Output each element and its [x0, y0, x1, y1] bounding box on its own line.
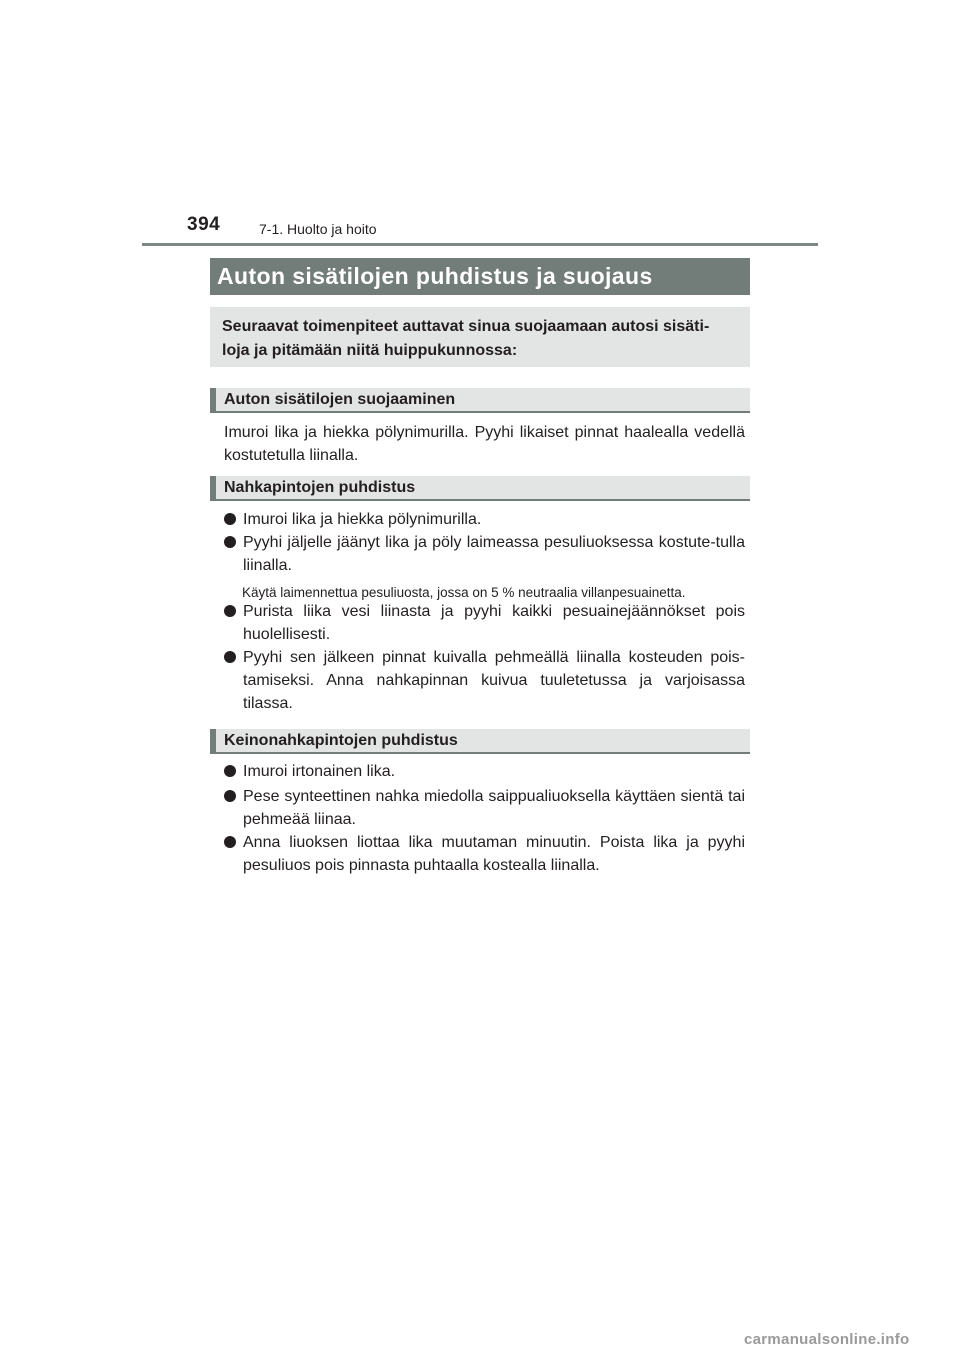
subheading-leather-cleaning: Nahkapintojen puhdistus [210, 476, 750, 501]
watermark: carmanualsonline.info [744, 1331, 910, 1348]
subheading-synthetic-leather-cleaning: Keinonahkapintojen puhdistus [210, 729, 750, 754]
header-rule [142, 243, 818, 246]
bullet-icon [224, 513, 236, 525]
bullet-icon [224, 651, 236, 663]
page-title: Auton sisätilojen puhdistus ja suojaus [210, 258, 750, 295]
list-item [224, 831, 745, 877]
list-item-text: Pese synteettinen nahka miedolla saippualiuoksella käyttäen sientä tai pehmeää liinaa. [243, 788, 745, 828]
list-item-text: Pyyhi sen jälkeen pinnat kuivalla pehmeällä liinalla kosteuden pois-tamiseksi. Anna nahkapinnan kuivua tuuletetussa ja varjoisassa tilassa. [243, 649, 745, 712]
page-number: 394 [187, 214, 221, 235]
list-item-text: Anna liuoksen liottaa lika muutaman minuutin. Poista lika ja pyyhi pesuliuos pois pinnasta puhtaalla kostealla liinalla. [243, 834, 745, 874]
intro-line-1: Seuraavat toimenpiteet auttavat sinua suojaamaan autosi sisäti- [222, 318, 710, 335]
list-item [224, 760, 745, 783]
list-item-text: Imuroi lika ja hiekka pölynimurilla. [243, 511, 482, 528]
list-item-text: Pyyhi jäljelle jäänyt lika ja pöly laimeassa pesuliuoksessa kostute-tulla liinalla. [243, 534, 745, 574]
list-item [224, 646, 745, 715]
bullet-icon [224, 605, 236, 617]
list-item-text: Purista liika vesi liinasta ja pyyhi kaikki pesuainejäännökset pois huolellisesti. [243, 603, 745, 643]
intro-box [210, 307, 750, 367]
interior-protection-paragraph: Imuroi lika ja hiekka pölynimurilla. Pyyhi likaiset pinnat haalealla vedellä kostutetulla liinalla. [224, 424, 745, 464]
bullet-icon [224, 536, 236, 548]
intro-line-2: loja ja pitämään niitä huippukunnossa: [222, 342, 518, 359]
bullet-icon [224, 790, 236, 802]
note-text: Käytä laimennettua pesuliuosta, jossa on 5 % neutraalia villanpesuainetta. [242, 585, 686, 600]
list-item [224, 600, 745, 646]
list-item [224, 785, 745, 831]
bullet-icon [224, 765, 236, 777]
list-item-text: Imuroi irtonainen lika. [243, 763, 396, 780]
section-breadcrumb: 7-1. Huolto ja hoito [259, 221, 377, 237]
bullet-icon [224, 836, 236, 848]
list-item [224, 508, 745, 531]
list-item [224, 531, 745, 577]
subheading-interior-protection: Auton sisätilojen suojaaminen [210, 388, 750, 413]
